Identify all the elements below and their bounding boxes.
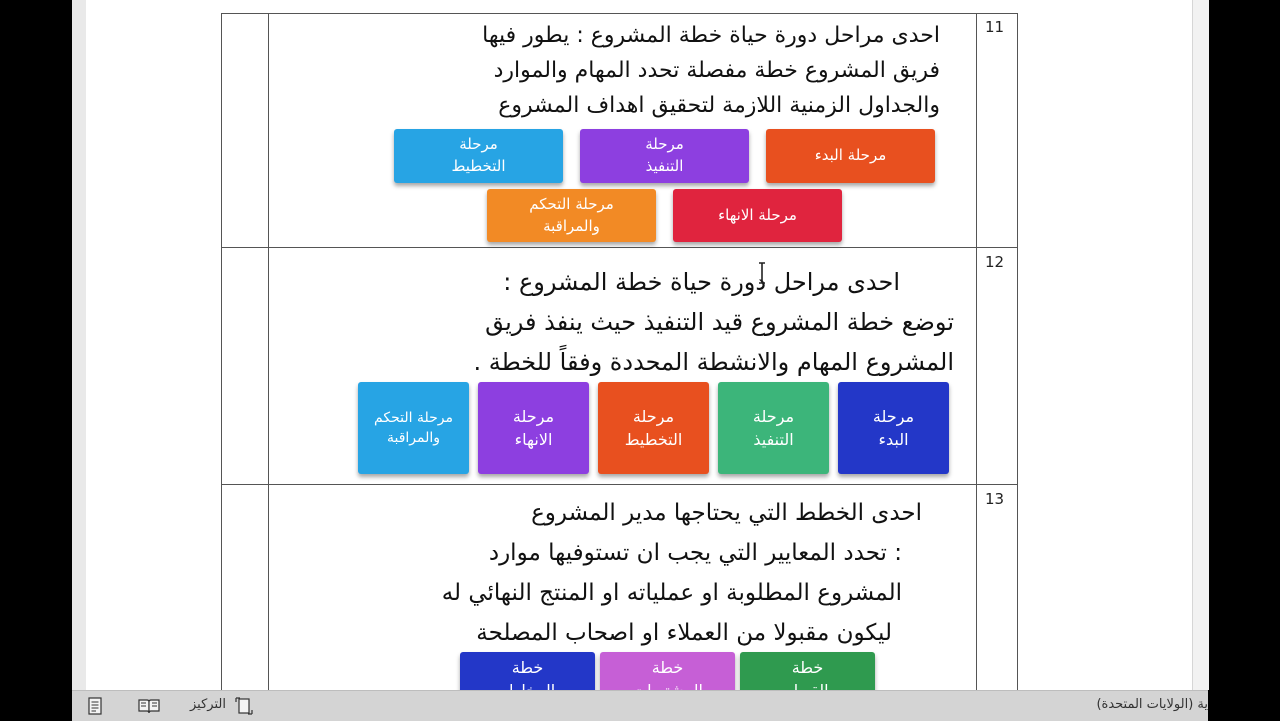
- option-start-phase[interactable]: [838, 382, 949, 474]
- option-label: الانهاء: [514, 430, 553, 449]
- option-label: مرحلة: [512, 406, 555, 426]
- option-label: والمراقبة: [386, 430, 441, 446]
- option-execution-phase[interactable]: [718, 382, 829, 474]
- print-layout-icon[interactable]: [84, 695, 106, 717]
- question-text: [482, 18, 940, 123]
- focus-icon[interactable]: [232, 695, 256, 717]
- option-label: التنفيذ: [753, 430, 794, 449]
- option-label: البدء: [878, 430, 909, 449]
- question-number: 12: [985, 253, 1005, 271]
- question-text: [441, 493, 922, 653]
- option-planning-phase[interactable]: [394, 129, 563, 183]
- video-frame-right: [1208, 0, 1280, 720]
- table-column-divider: [268, 13, 269, 703]
- option-label: مرحلة: [459, 135, 498, 154]
- table-row-divider: [221, 13, 1017, 14]
- option-label: التنفيذ: [645, 157, 684, 175]
- question-line: المشروع المهام والانشطة المحددة وفقاً للخطة .: [473, 348, 954, 376]
- question-line: احدى مراحل دورة حياة خطة المشروع :: [503, 268, 900, 296]
- option-label: مرحلة البدء: [814, 146, 887, 165]
- option-monitoring-phase[interactable]: [358, 382, 469, 474]
- question-line: احدى الخطط التي يحتاجها مدير المشروع: [531, 500, 922, 526]
- option-planning-phase[interactable]: [598, 382, 709, 474]
- option-label: التخطيط: [451, 157, 506, 175]
- option-monitoring-phase[interactable]: [487, 189, 656, 242]
- question-line: احدى مراحل دورة حياة خطة المشروع : يطور فيها: [482, 23, 940, 48]
- video-frame-left: [0, 0, 72, 720]
- option-label: مرحلة: [632, 406, 675, 426]
- question-line: والجداول الزمنية اللازمة لتحقيق اهداف المشروع: [498, 93, 940, 118]
- focus-mode-label[interactable]: التركيز: [190, 697, 226, 712]
- option-label: مرحلة: [645, 135, 684, 154]
- question-line: : تحدد المعايير التي يجب ان تستوفيها موارد: [488, 540, 902, 566]
- question-number: 13: [985, 490, 1005, 508]
- option-label: خطة: [511, 658, 544, 677]
- status-bar: [72, 690, 1208, 721]
- question-line: توضع خطة المشروع قيد التنفيذ حيث ينفذ فريق: [485, 308, 954, 336]
- table-row-divider: [221, 247, 1017, 248]
- text-cursor-icon: [757, 262, 767, 284]
- option-label: مرحلة: [872, 406, 915, 426]
- option-execution-phase[interactable]: [580, 129, 749, 183]
- option-label: التخطيط: [624, 430, 683, 449]
- table-row-divider: [221, 484, 1017, 485]
- option-label: مرحلة التحكم: [529, 194, 614, 213]
- question-line: المشروع المطلوبة او عملياته او المنتج النهائي له: [441, 580, 902, 606]
- option-closing-phase[interactable]: [478, 382, 589, 474]
- question-line: فريق المشروع خطة مفصلة تحدد المهام والموارد: [493, 58, 940, 83]
- question-line: ليكون مقبولا من العملاء او اصحاب المصلحة: [476, 620, 892, 646]
- option-label: خطة: [791, 658, 824, 677]
- question-number: 11: [985, 18, 1005, 36]
- document-page[interactable]: [86, 0, 1192, 690]
- option-closing-phase[interactable]: [673, 189, 842, 242]
- table-column-divider: [976, 13, 977, 703]
- option-start-phase[interactable]: [766, 129, 935, 183]
- option-label: مرحلة الانهاء: [718, 205, 797, 224]
- option-label: مرحلة: [752, 406, 795, 426]
- vertical-scrollbar[interactable]: [1192, 0, 1209, 690]
- option-label: مرحلة التحكم: [374, 409, 453, 426]
- option-label: والمراقبة: [543, 216, 600, 235]
- option-label: خطة: [651, 658, 684, 677]
- question-text: [473, 262, 954, 382]
- read-mode-icon[interactable]: [136, 695, 162, 717]
- language-status[interactable]: ية (الولايات المتحدة): [1096, 697, 1208, 712]
